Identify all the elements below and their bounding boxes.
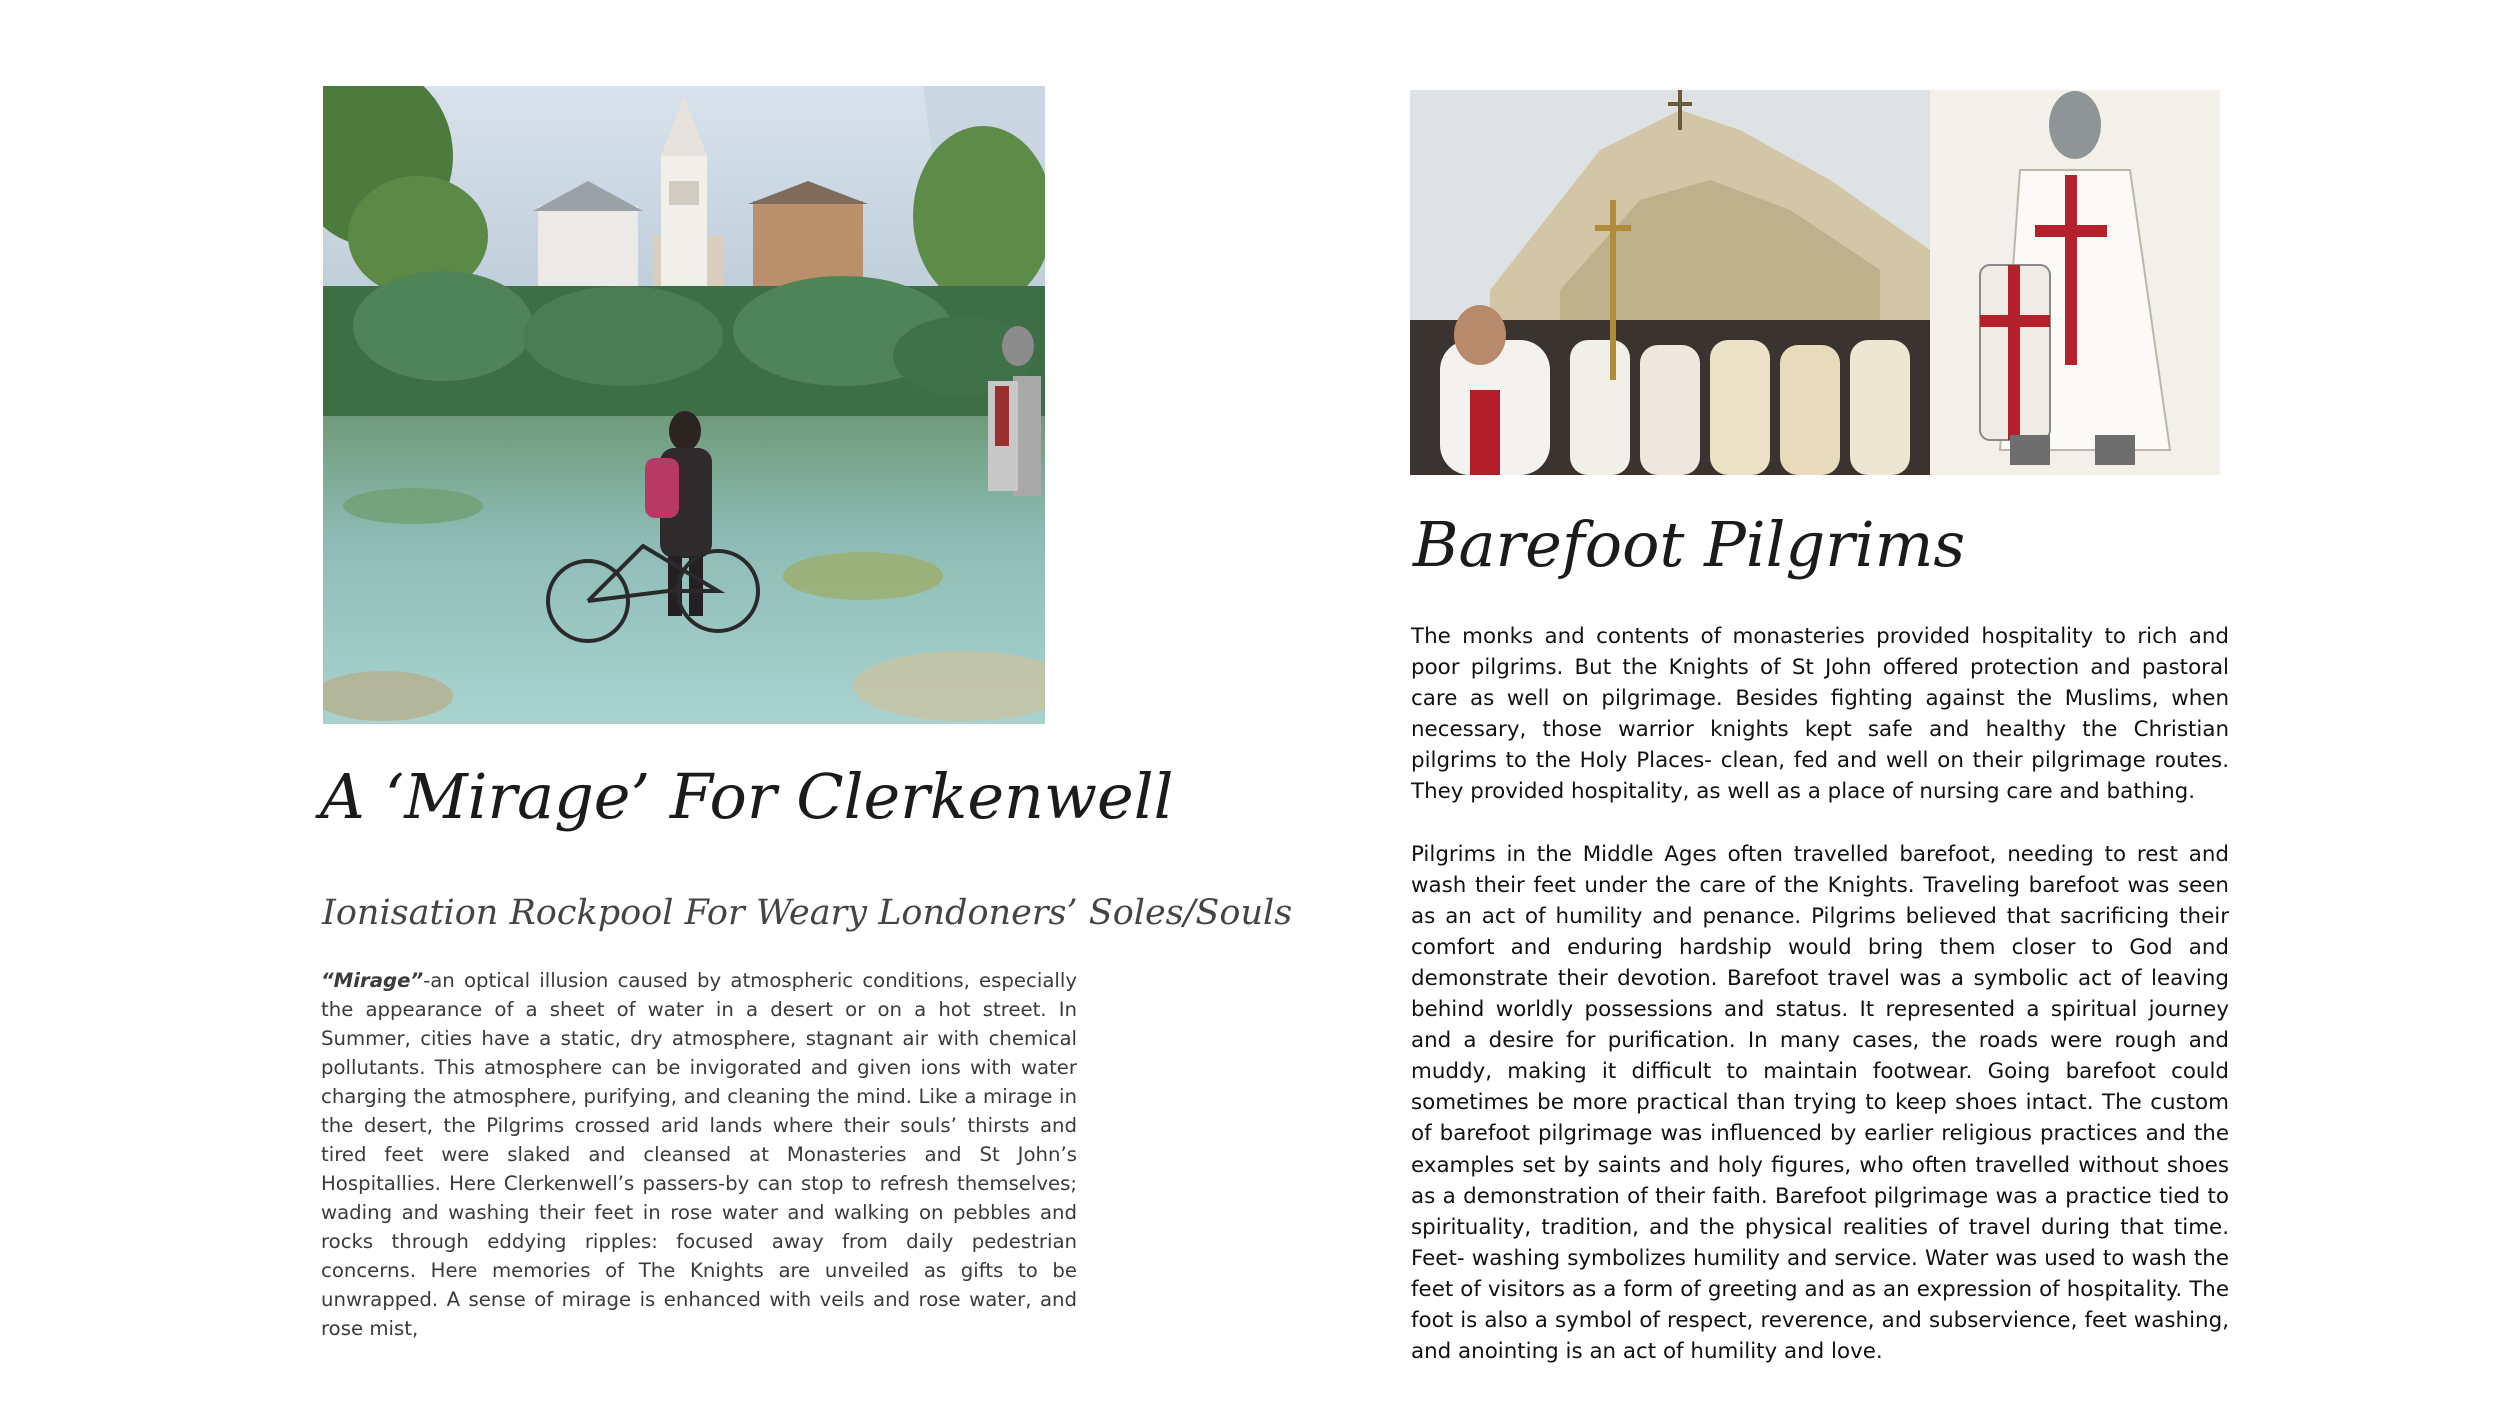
barefoot-pilgrims-title: Barefoot Pilgrims [1413,508,1966,581]
mirage-collage-image [323,86,1045,724]
barefoot-pilgrims-body [1411,621,2229,1367]
mirage-title: A ‘Mirage’ For Clerkenwell [320,760,1174,833]
pilgrims-procession-image [1410,90,2220,475]
pilgrims-paragraph-1: The monks and contents of monasteries provided hospitality to rich and poor pilgrims. But the Knights of St John offered protection and pastoral care as well on pilgrimage. Besides fighting against the Muslims, when necessary, those warrior knights kept safe and healthy the Christian pilgrims to the Holy Places- clean, fed and well on their pilgrimage routes. They provided hospitality, as well as a place of nursing care and bathing. [1411,624,2229,805]
mirage-lead-term: “Mirage” [321,969,424,992]
mirage-definition: -an optical illusion caused by atmospheric conditions, especially the appearance of a sheet of water in a desert or on a hot street. In Summer, cities have a static, dry atmosphere, stagnant air with chemical pollutants. This atmosphere can be invigorated and given ions with water charging the atmosphere, purifying, and cleaning the mind. Like a mirage in the desert, the Pilgrims crossed arid lands where their souls’ thirsts and tired feet were slaked and cleansed at Monasteries and St John’s Hospitallies. Here Clerkenwell’s passers-by can stop to refresh themselves; wading and washing their feet in rose water and walking on pebbles and rocks through eddying ripples: focused away from daily pedestrian concerns. Here memories of The Knights are unveiled as gifts to be unwrapped. A sense of mirage is enhanced with veils and rose water, and rose mist, [321,969,1077,1340]
mirage-subtitle: Ionisation Rockpool For Weary Londoners’ Soles/Souls [322,893,1293,933]
mirage-body-text [321,966,1077,1343]
paragraph-spacer [1411,808,2229,839]
pilgrims-paragraph-2: Pilgrims in the Middle Ages often travelled barefoot, needing to rest and wash their feet under the care of the Knights. Traveling barefoot was seen as an act of humility and penance. Pilgrims believed that sacrificing their comfort and enduring hardship would bring them closer to God and demonstrate their devotion. Barefoot travel was a symbolic act of leaving behind worldly possessions and status. It represented a spiritual journey and a desire for purification. In many cases, the roads were rough and muddy, making it difficult to maintain footwear. Going barefoot could sometimes be more practical than trying to keep shoes intact. The custom of barefoot pilgrimage was influenced by earlier religious practices and the examples set by saints and holy figures, who often travelled without shoes as a demonstration of their faith. Barefoot pilgrimage was a practice tied to spirituality, tradition, and the physical realities of travel during that time. Feet- washing symbolizes humility and service. Water was used to wash the feet of visitors as a form of greeting and as an expression of hospitality. The foot is also a symbol of respect, reverence, and subservience, feet washing, and anointing is an act of humility and love. [1411,841,2229,1365]
